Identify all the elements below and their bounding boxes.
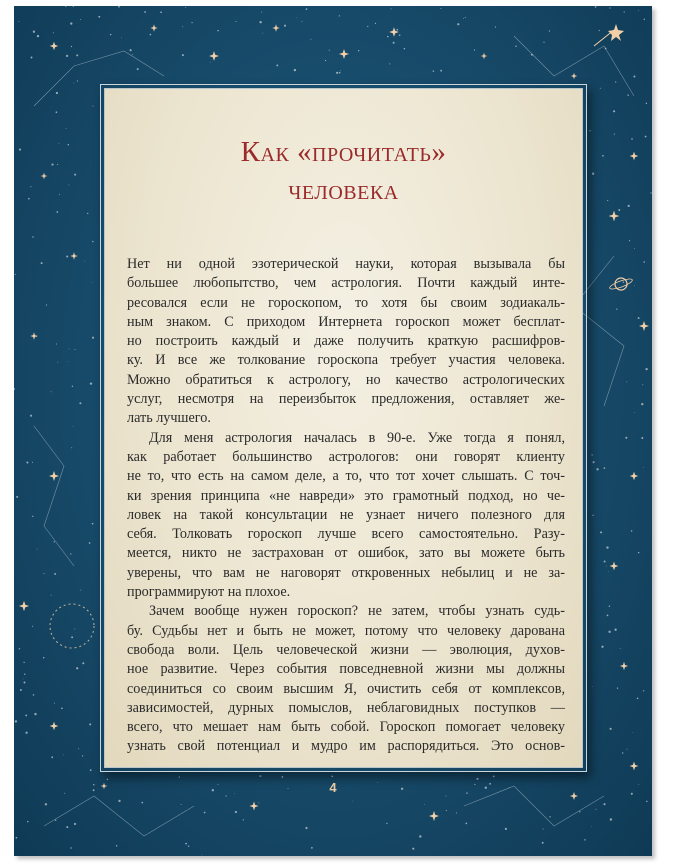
text-line: ки зрения принципа «не навреди» это грамотный подход, но че- (127, 487, 565, 504)
star-icon (571, 73, 578, 80)
text-line: ным знаком. С приходом Интернета гороскоп может бесплат- (127, 313, 565, 330)
chapter-title-line-2: человека (288, 174, 399, 206)
text-line: Для меня астрология началась в 90-е. Уже тогда я понял, (149, 429, 565, 446)
text-line: не то, что есть на самом деле, а то, что тот хочет слышать. С точ- (127, 468, 565, 485)
star-icon (620, 662, 628, 670)
text-line: соединиться со своим высшим Я, очистить себя от комплексов, (127, 680, 565, 697)
chapter-title (105, 133, 582, 209)
text-line: большее любопытство, чем астрология. Почти каждый инте- (127, 275, 565, 292)
star-icon (70, 252, 77, 259)
shooting-star-icon (594, 24, 624, 46)
text-line: бу. Судьбы нет и быть не может, потому что человеку дарована (127, 622, 565, 639)
star-icon (339, 49, 349, 59)
text-line: Нет ни одной эзотерической науки, которая вызывала бы (127, 256, 565, 272)
star-icon (429, 811, 439, 821)
text-line: ресовался если не гороскопом, то хотя бы своим зодиакаль- (127, 294, 565, 311)
text-line: программируют на плохое. (127, 584, 291, 601)
text-line: себя. Толковать гороскоп лучше всего самостоятельно. Разу- (127, 526, 565, 543)
crescent-moon-icon (50, 604, 94, 648)
star-icon (609, 211, 620, 222)
star-icon (150, 24, 157, 31)
text-line: меется, никто не застрахован от ошибок, зато вы можете быть (127, 545, 565, 562)
text-line: свобода воли. Цель человеческой жизни — эволюция, духов- (127, 641, 565, 658)
star-icon (41, 173, 48, 180)
page-number: 4 (329, 780, 337, 795)
text-line: ку. И все же толкование гороскопа требует участия человека. (127, 352, 565, 369)
text-line: ное развитие. Через события повседневной жизни мы должны (127, 661, 565, 678)
star-icon (481, 53, 487, 59)
text-line: Можно обратиться к астрологу, но качество астрологических (127, 371, 565, 388)
book-page (14, 6, 652, 856)
text-line: услуг, несмотря на переизбыток предложения, оставляет же- (127, 391, 565, 408)
star-icon (630, 762, 639, 771)
star-icon (49, 471, 59, 481)
star-icon (610, 562, 619, 571)
text-line: ловек на такой консультации не узнает ничего полезного для (127, 506, 565, 523)
star-icon (630, 472, 638, 480)
star-icon (630, 152, 639, 161)
star-icon (50, 722, 59, 731)
text-line: как работает большинство астрологов: они говорят клиенту (127, 448, 565, 465)
text-line: Зачем вообще нужен гороскоп? не затем, чтобы узнать судь- (149, 603, 565, 620)
star-icon (19, 601, 29, 611)
star-icon (30, 332, 38, 340)
star-icon (389, 27, 399, 37)
star-icon (639, 321, 649, 331)
text-line: зависимостей, дурных помыслов, неблаговидных поступков — (127, 699, 565, 716)
text-panel (100, 84, 587, 772)
text-line: узнать свой потенциал и мудро им распорядиться. Это основ- (127, 738, 565, 755)
text-line: уверены, что вам не наговорят откровенных небылиц и не за- (127, 564, 565, 581)
text-line: всего, что мешает нам быть собой. Гороскоп помогает человеку (127, 719, 565, 736)
star-icon (250, 802, 259, 811)
star-icon (50, 42, 58, 50)
parchment (104, 88, 583, 768)
text-line: но построить каждый и даже получить краткую расшифров- (127, 333, 565, 350)
star-icon (209, 51, 219, 61)
planet-ring-icon (609, 277, 634, 291)
body-text (127, 255, 565, 757)
text-line: лать лучшего. (127, 410, 211, 427)
star-icon (272, 24, 279, 31)
chapter-title-line-1: Как «прочитать» (240, 136, 447, 168)
